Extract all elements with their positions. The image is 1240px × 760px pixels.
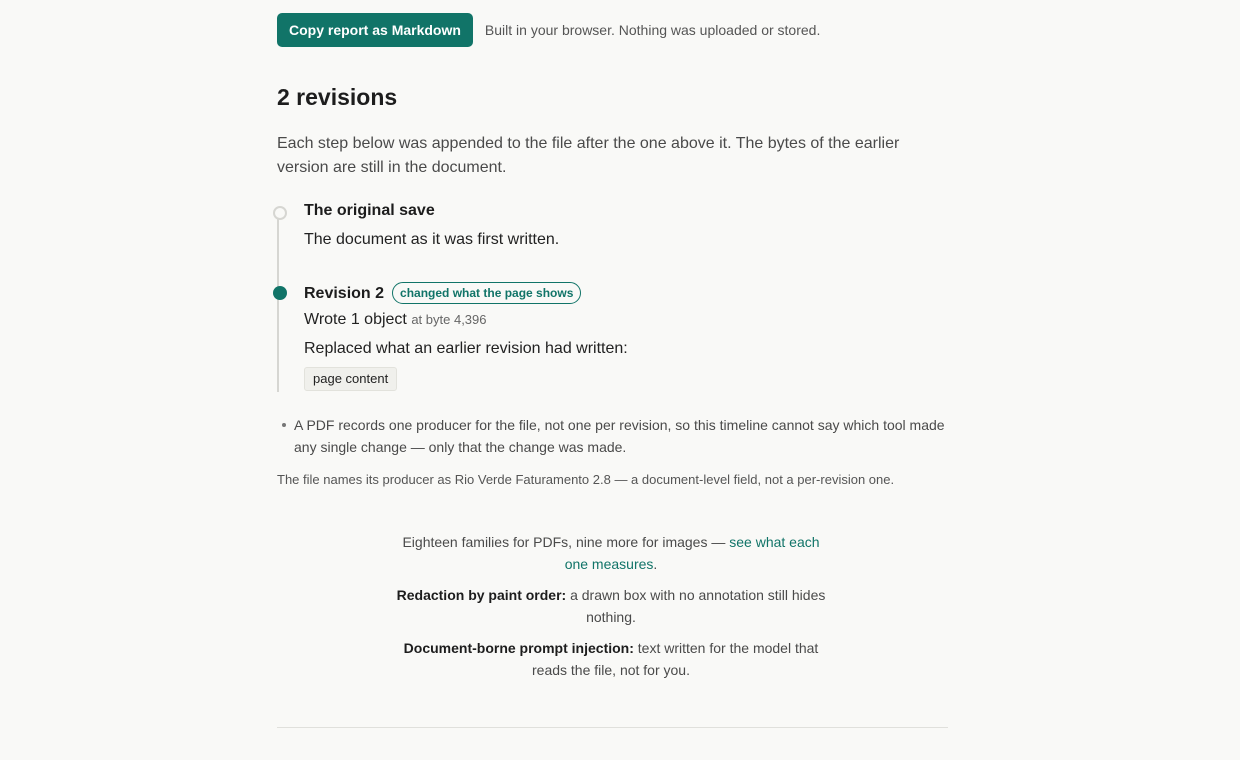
families-note [396, 531, 826, 575]
revision-timeline [277, 200, 948, 392]
original-save-marker-icon [273, 206, 287, 220]
objects-written: Wrote 1 object [304, 311, 407, 328]
injection-label: Document-borne prompt injection: [403, 640, 634, 656]
injection-note [396, 637, 826, 681]
footer-notes [396, 531, 826, 690]
families-text: Eighteen families for PDFs, nine more for images — [402, 534, 730, 550]
revision-2-replaced-text: Replaced what an earlier revision had written: [304, 340, 628, 357]
redaction-text: a drawn box with no annotation still hides nothing. [566, 587, 826, 625]
step-title-revision-2 [304, 282, 581, 304]
replaced-object-chip: page content [304, 367, 397, 391]
revision-2-write-summary [304, 311, 487, 329]
privacy-note: Built in your browser. Nothing was uploaded or stored. [484, 22, 821, 38]
step-description-original: The document as it was first written. [304, 231, 560, 248]
list-item: A PDF records one producer for the file, not one per revision, so this timeline cannot say which tool made any single change — only that the change was made. [277, 414, 948, 458]
report-toolbar [277, 13, 820, 47]
producer-note: The file names its producer as Rio Verde Faturamento 2.8 — a document-level field, not a per-revision one. [277, 472, 895, 487]
injection-text: text written for the model that reads the file, not for you. [532, 640, 819, 678]
copy-markdown-button[interactable]: Copy report as Markdown [277, 13, 473, 47]
step-title-original: The original save [304, 202, 435, 219]
redaction-note [396, 584, 826, 628]
timeline-notes [277, 414, 948, 458]
revisions-intro: Each step below was appended to the file after the one above it. The bytes of the earlier version are still in the document. [277, 135, 900, 176]
footer-divider [277, 727, 948, 728]
revisions-heading: 2 revisions [277, 84, 398, 110]
change-type-badge: changed what the page shows [392, 282, 581, 304]
revision-2-label: Revision 2 [304, 285, 385, 302]
revision-2-marker-icon [273, 286, 287, 300]
timeline-rail [277, 208, 279, 392]
families-end: . [653, 556, 658, 572]
families-link[interactable]: see what each one measures [564, 534, 820, 572]
redaction-label: Redaction by paint order: [396, 587, 567, 603]
byte-offset: at byte 4,396 [411, 312, 487, 327]
